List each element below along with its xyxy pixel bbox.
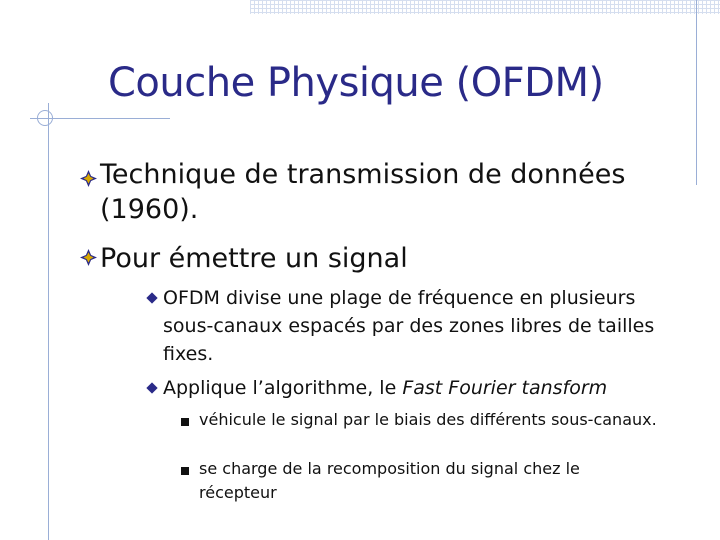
compass-star-icon [80,249,97,266]
subsubbullet-recomposition: se charge de la recomposition du signal chez le récepteur [199,459,580,502]
square-icon [181,418,189,426]
subsubbullet-vehicule: véhicule le signal par le biais des différents sous-canaux. [199,410,657,429]
bullet-emettre: Pour émettre un signal [100,243,408,274]
subbullet-algorithme-text: Applique l’algorithme, le [163,377,403,399]
diamond-icon [146,382,157,393]
subbullet-algorithme [163,374,683,402]
decorative-circle [37,110,53,126]
decorative-grid [250,0,720,14]
diamond-icon [146,292,157,303]
square-icon [181,467,189,475]
slide-title: Couche Physique (OFDM) [108,60,604,106]
decorative-vertical-line-right [696,0,697,185]
compass-star-icon [80,170,97,187]
bullet-technique: Technique de transmission de données (1960). [100,159,626,225]
subbullet-ofdm: OFDM divise une plage de fréquence en plusieurs sous-canaux espacés par des zones libres de tailles fixes. [163,287,655,365]
decorative-vertical-line-left [48,103,49,540]
fft-term: Fast Fourier tansform [402,377,608,399]
